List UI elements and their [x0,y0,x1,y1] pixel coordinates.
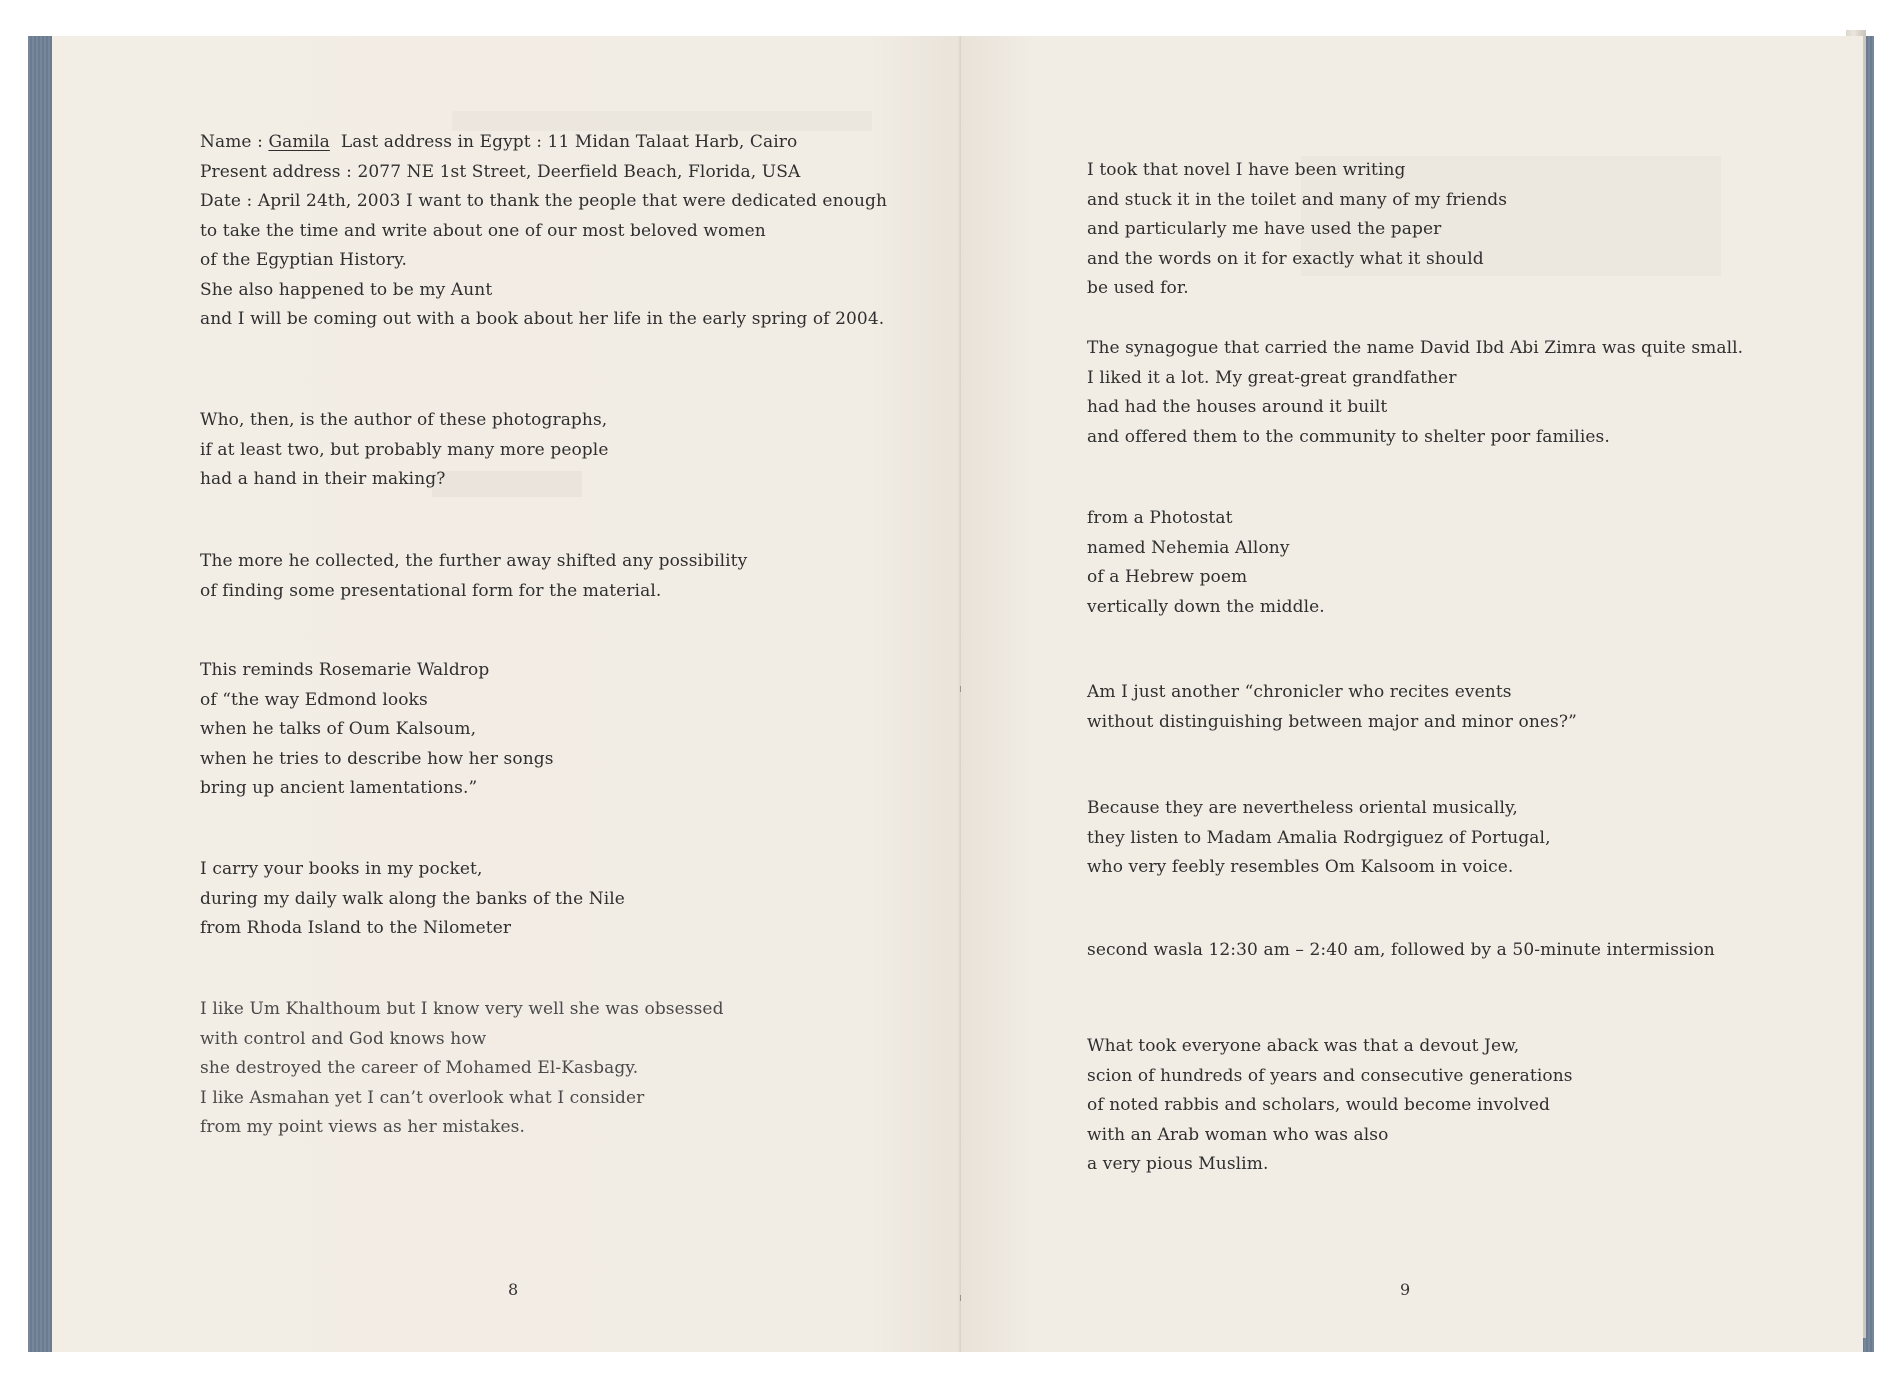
text-line: when he talks of Oum Kalsoum, [200,719,477,739]
paragraph-devout-jew [1087,1032,1573,1180]
text-line: Date : April 24th, 2003 I want to thank the people that were dedicated enough [200,191,888,211]
text-line: and stuck it in the toilet and many of my friends [1087,189,1508,210]
text-line: when he tries to describe how her songs [200,748,554,769]
paragraph-photostat [1087,504,1325,622]
text-line: and the words on it for exactly what it should [1087,248,1484,269]
text-line: scion of hundreds of years and consecutive generations [1087,1065,1573,1086]
name-value: Gamila [268,132,330,152]
text-line: without distinguishing between major and minor ones?” [1087,711,1577,732]
text-line: Because they are nevertheless oriental musically, [1087,798,1518,818]
text-line: I took that novel I have been writing [1087,160,1406,180]
text-line: had a hand in their making? [200,469,446,489]
text-line: to take the time and write about one of our most beloved women [200,220,766,241]
paragraph-synagogue [1087,334,1743,452]
text-line: from a Photostat [1087,508,1233,528]
paragraph-photographs [200,406,609,495]
text-line: who very feebly resembles Om Kalsoom in voice. [1087,857,1514,877]
paragraph-dedication [200,128,887,335]
paragraph-chronicler [1087,678,1577,737]
text-line: from my point views as her mistakes. [200,1117,525,1137]
text-line: What took everyone aback was that a devout Jew, [1087,1036,1520,1056]
last-address: Last address in Egypt : 11 Midan Talaat Harb, Cairo [329,132,798,152]
page-number-left: 8 [508,1280,519,1299]
paragraph-wasla [1087,936,1715,966]
text-line: I like Um Khalthoum but I know very well she was obsessed [200,999,724,1019]
text-line: I liked it a lot. My great-great grandfather [1087,367,1457,388]
text-line: bring up ancient lamentations.” [200,778,478,798]
text-line: of “the way Edmond looks [200,689,428,710]
text-line: Present address : 2077 NE 1st Street, Deerfield Beach, Florida, USA [200,161,801,182]
text-line: of finding some presentational form for the material. [200,580,662,601]
text-line: Who, then, is the author of these photographs, [200,410,608,430]
text-line: second wasla 12:30 am – 2:40 am, followed by a 50-minute intermission [1087,940,1715,960]
text-line: they listen to Madam Amalia Rodrgiguez of Portugal, [1087,827,1551,848]
text-line: I like Asmahan yet I can’t overlook what I consider [200,1087,645,1108]
text-line: had had the houses around it built [1087,397,1388,417]
paragraph-books-pocket [200,855,625,944]
text-line: vertically down the middle. [1087,596,1325,617]
text-line: with control and God knows how [200,1028,487,1049]
text-line: from Rhoda Island to the Nilometer [200,918,512,938]
text-line: of a Hebrew poem [1087,567,1248,587]
text-line: she destroyed the career of Mohamed El-Kasbagy. [200,1058,639,1078]
paragraph-um-khalthoum [200,995,724,1143]
text-line: during my daily walk along the banks of the Nile [200,888,625,909]
text-line: and I will be coming out with a book about her life in the early spring of 2004. [200,309,885,329]
paragraph-novel [1087,156,1507,304]
text-line: be used for. [1087,278,1189,298]
text-line [200,128,887,158]
text-line: She also happened to be my Aunt [200,279,493,300]
paragraph-collected [200,547,747,606]
paragraph-oriental [1087,794,1551,883]
text-line: named Nehemia Allony [1087,537,1290,558]
text-line: if at least two, but probably many more people [200,439,609,460]
text-line: and offered them to the community to shelter poor families. [1087,426,1610,447]
text-line: of noted rabbis and scholars, would become involved [1087,1095,1550,1115]
paragraph-waldrop [200,656,554,804]
page-number-right: 9 [1400,1280,1411,1299]
text-line: Am I just another “chronicler who recites events [1087,682,1512,702]
text-line: of the Egyptian History. [200,250,408,270]
right-page [961,36,1863,1352]
left-page [52,36,961,1352]
text-line: a very pious Muslim. [1087,1154,1269,1174]
text-line: The more he collected, the further away shifted any possibility [200,551,748,571]
label-name: Name : [200,132,269,152]
text-line: I carry your books in my pocket, [200,859,483,879]
text-line: This reminds Rosemarie Waldrop [200,660,490,680]
text-line: The synagogue that carried the name David Ibd Abi Zimra was quite small. [1087,338,1744,358]
text-line: with an Arab woman who was also [1087,1124,1389,1145]
text-line: and particularly me have used the paper [1087,219,1442,239]
